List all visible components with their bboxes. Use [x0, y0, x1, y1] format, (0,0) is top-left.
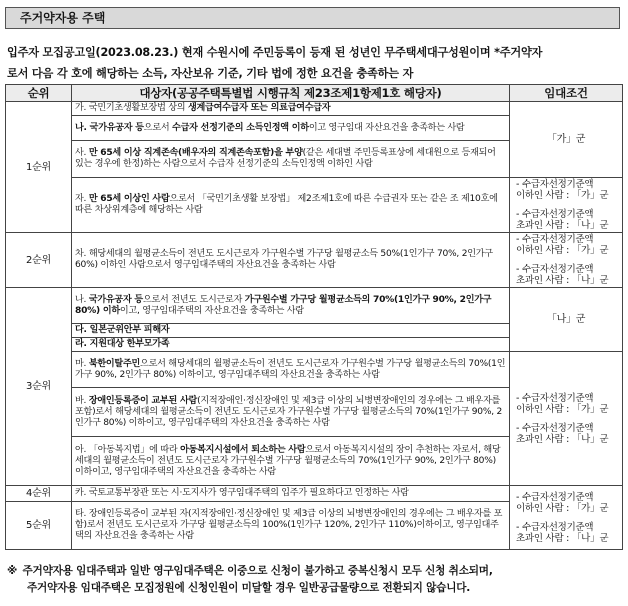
intro-paragraph — [7, 42, 621, 84]
criterion-r3-da: 다. 일본군위안부 피해자 — [72, 324, 510, 338]
criterion-r3-ma — [72, 352, 510, 388]
criterion-bold: 만 65세 이상인 사람 — [88, 194, 170, 204]
condition-line: - 수급자선정기준액 — [516, 264, 594, 275]
rank-2: 2순위 — [6, 233, 72, 288]
criterion-text: 이고 영구임대 자산요건을 충족하는 사람 — [308, 122, 465, 133]
condition-line: 이하인 사람 : 「가」군 — [516, 245, 609, 256]
condition-r1-ja — [510, 178, 623, 233]
criterion-text: 자. — [75, 194, 89, 204]
header-rank: 순위 — [6, 85, 72, 102]
criterion-text: 사. — [75, 148, 89, 158]
eligibility-table — [5, 84, 623, 550]
criterion-bold: 나. 국가유공자 등 — [75, 122, 144, 133]
condition-line: - 수급자선정기준액 — [516, 491, 594, 503]
criterion-bold: 북한이탈주민 — [88, 358, 141, 369]
criterion-r4-ka: 카. 국토교통부장관 또는 시·도지사가 영구임대주택의 입주가 필요하다고 인정하는 사람 — [72, 486, 510, 502]
condition-r3-ma — [510, 352, 623, 486]
condition-stack — [513, 234, 619, 286]
table-header-row — [6, 85, 623, 102]
condition-line: - 수급자선정기준액 — [516, 209, 594, 220]
criterion-r3-ba — [72, 388, 510, 437]
criterion-text: (같은 세대별 주민등록표상에 세대원으로 등재되어 있는 경우에 한정)하는 사람으로서 수급자 선정기준의 소득인정액 이하인 사람 — [75, 148, 496, 169]
criterion-bold: 만 65세 이상 직계존속(배우자의 직계존속포함)을 부양 — [88, 148, 303, 158]
rank-5: 5순위 — [6, 502, 72, 550]
footnote — [7, 563, 622, 597]
header-condition: 임대조건 — [510, 85, 623, 102]
criterion-bold: 생계급여수급자 또는 의료급여수급자 — [187, 103, 331, 113]
header-target: 대상자(공공주택특별법 시행규칙 제23조제1항제1호 해당자) — [72, 85, 510, 102]
criterion-text: 가. 국민기초생활보장법 상의 — [75, 103, 188, 113]
criterion-r3-a — [72, 437, 510, 486]
footnote-mark: ※ — [7, 565, 18, 577]
table-row — [6, 102, 623, 116]
criterion-bold: 아동복지시설에서 퇴소하는 사람 — [180, 444, 306, 455]
criterion-text: 바. — [75, 395, 89, 406]
criterion-bold: 장애인등록증이 교부된 사람 — [88, 395, 198, 406]
condition-stack — [513, 179, 619, 231]
criterion-bold: 가구원수별 가구당 월평균소득의 70%(1인가구 90%, 2인가구 80%) 이하 — [75, 294, 492, 316]
criterion-text: 이고, 영구임대주택의 자산요건을 충족하는 사람 — [119, 305, 304, 316]
criterion-text: 으로서 전년도 도시근로자 — [142, 294, 245, 305]
condition-line: - 수급자선정기준액 — [516, 521, 594, 533]
criterion-text: 마. — [75, 358, 89, 369]
condition-line: 초과인 사람 : 「나」군 — [516, 532, 609, 544]
criterion-r1-ga — [72, 102, 510, 116]
footnote-text-1: 주거약자용 임대주택과 일반 영구임대주택은 이중으로 신청이 불가하고 중복신청시 모두 신청 취소되며, — [22, 565, 493, 577]
table-row — [6, 288, 623, 324]
condition-line: - 수급자선정기준액 — [516, 234, 594, 245]
condition-r1-ga: 「가」군 — [510, 102, 623, 178]
criterion-text: 아. 「아동복지법」에 따라 — [75, 444, 181, 455]
rank-1: 1순위 — [6, 102, 72, 233]
rank-4: 4순위 — [6, 486, 72, 502]
intro-line-2: 로서 다음 각 호에 해당하는 소득, 자산보유 기준, 기타 법에 정한 요건을 충족하는 자 — [7, 67, 414, 80]
criterion-text: 나. — [75, 294, 89, 305]
criterion-text: (지적장애인·정신장애인 및 제3급 이상의 뇌병변장애인의 경우에는 그 배우자를 포함)로서 해당세대의 월평균소득이 전년도 도시근로자 가구원수별 가구당 월평균소득의 70%(1인가구 90%, 2인가구 80%) 이하이고, 영구임대주택의 자산요건을 충족하는 사람 — [75, 395, 503, 428]
criterion-text: 으로서 「국민기초생활 보장법」 제2조제1호에 따른 수급권자 또는 같은 조 제10호에 따른 차상위계층에 해당하는 사람 — [75, 194, 498, 215]
condition-line: 초과인 사람 : 「나」군 — [516, 220, 609, 231]
rank-3: 3순위 — [6, 288, 72, 486]
criterion-r5-ta: 타. 장애인등록증이 교부된 자(지적장애인·정신장애인 및 제3급 이상의 뇌병변장애인의 경우에는 그 배우자를 포함)로서 전년도 도시근로자 가구당 월평균소득의 100%(1인가구 120%, 2인가구 110%)이하이고, 영구임대주택의 자산요건을 충족하는 사람 — [72, 502, 510, 550]
condition-line: - 수급자선정기준액 — [516, 392, 594, 404]
condition-line: - 수급자선정기준액 — [516, 179, 594, 190]
criterion-r1-ja — [72, 178, 510, 233]
criterion-text: 으로서 — [143, 122, 173, 133]
condition-stack — [513, 393, 619, 445]
condition-line: 이하인 사람 : 「가」군 — [516, 403, 609, 415]
criterion-bold: 국가유공자 등 — [88, 294, 143, 305]
table-row — [6, 486, 623, 502]
criterion-text: 으로서 아동복지시설의 장이 추천하는 자로서, 해당세대의 월평균소득이 전년도 도시근로자 가구원수별 가구당 월평균소득의 70%(1인가구 90%, 2인가구 80%) 이하이고, 영구임대주택의 자산요건을 충족하는 사람 — [75, 444, 501, 477]
condition-r3-na: 「나」군 — [510, 288, 623, 352]
criterion-bold: 수급자 선정기준의 소득인정액 이하 — [172, 122, 309, 133]
condition-r2 — [510, 233, 623, 288]
condition-r4-r5 — [510, 486, 623, 550]
table-row — [6, 178, 623, 233]
footnote-line-1 — [7, 563, 622, 580]
table-row — [6, 233, 623, 288]
intro-line-1: 입주자 모집공고일(2023.08.23.) 현재 수원시에 주민등록이 등재 된 성년인 무주택세대구성원이며 *주거약자 — [7, 46, 543, 59]
footnote-line-2: 주거약자용 임대주택은 모집정원에 신청인원이 미달할 경우 일반공급물량으로 전환되지 않습니다. — [27, 582, 471, 594]
table-row — [6, 352, 623, 388]
condition-line: 초과인 사람 : 「나」군 — [516, 433, 609, 445]
condition-line: 이하인 사람 : 「가」군 — [516, 190, 609, 201]
criterion-r1-na — [72, 116, 510, 141]
criterion-r1-sa — [72, 141, 510, 178]
criterion-text: 으로서 해당세대의 월평균소득이 전년도 도시근로자 가구원수별 가구당 월평균소득의 70%(1인가구 90%, 2인가구 80%) 이하이고, 영구임대주택의 자산요건을 충족하는 사람 — [75, 358, 506, 380]
criterion-r2-cha: 차. 해당세대의 월평균소득이 전년도 도시근로자 가구원수별 가구당 월평균소득 50%(1인가구 70%, 2인가구 60%) 이하인 사람으로서 영구임대주택의 자산요건을 충족하는 사람 — [72, 233, 510, 288]
criterion-r3-ra: 라. 지원대상 한부모가족 — [72, 338, 510, 352]
criterion-r3-na — [72, 288, 510, 324]
condition-line: - 수급자선정기준액 — [516, 422, 594, 434]
condition-stack — [513, 492, 619, 544]
condition-line: 이하인 사람 : 「가」군 — [516, 502, 609, 514]
condition-line: 초과인 사람 : 「나」군 — [516, 275, 609, 286]
section-title: 주거약자용 주택 — [5, 7, 620, 29]
